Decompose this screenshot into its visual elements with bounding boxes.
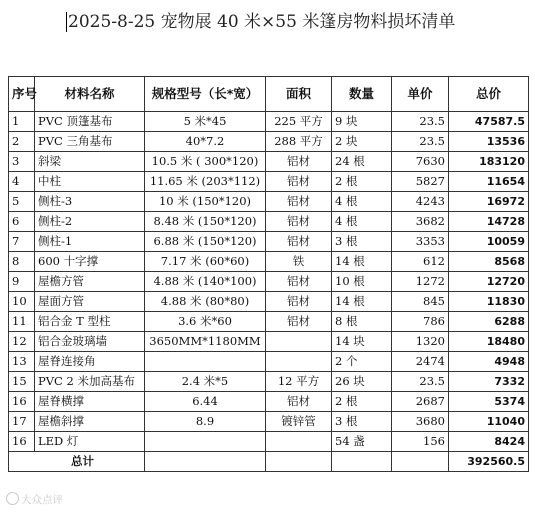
header-seq: 序号	[9, 77, 35, 112]
cell-area: 铝材	[266, 272, 332, 292]
cell-spec: 3650MM*1180MM	[145, 332, 266, 352]
cell-total-price: 10059	[449, 232, 529, 252]
cell-spec	[145, 352, 266, 372]
cell-quantity: 3 根	[332, 412, 392, 432]
cell-material-name: 600 十字撑	[35, 252, 145, 272]
cell-area: 225 平方	[266, 112, 332, 132]
cell-area: 铝材	[266, 292, 332, 312]
cell-total-price: 12720	[449, 272, 529, 292]
cell-unit-price: 612	[392, 252, 449, 272]
cell-area: 288 平方	[266, 132, 332, 152]
cell-unit-price: 156	[392, 432, 449, 452]
cell-unit-price: 2474	[392, 352, 449, 372]
cell-seq: 9	[9, 272, 35, 292]
cell-seq: 5	[9, 192, 35, 212]
table-row	[9, 392, 529, 412]
cell-unit-price: 7630	[392, 152, 449, 172]
cell-quantity: 26 块	[332, 372, 392, 392]
cell-seq: 1	[9, 112, 35, 132]
header-total-price: 总价	[449, 77, 529, 112]
cell-material-name: 中柱	[35, 172, 145, 192]
cell-spec: 6.88 米 (150*120)	[145, 232, 266, 252]
cell-material-name: 屋檐方管	[35, 272, 145, 292]
cell-seq: 16	[9, 392, 35, 412]
cell-unit-price: 4243	[392, 192, 449, 212]
cell-material-name: 屋脊连接角	[35, 352, 145, 372]
cell-total-price: 8568	[449, 252, 529, 272]
table-row	[9, 212, 529, 232]
cell-material-name: 屋脊横撑	[35, 392, 145, 412]
header-quantity: 数量	[332, 77, 392, 112]
sum-empty-cell	[266, 452, 332, 472]
cell-total-price: 13536	[449, 132, 529, 152]
cell-material-name: 屋檐斜撑	[35, 412, 145, 432]
table-row	[9, 252, 529, 272]
cell-seq: 15	[9, 372, 35, 392]
text-cursor	[66, 12, 67, 32]
watermark-text: 大众点评	[21, 494, 63, 506]
cell-quantity: 2 个	[332, 352, 392, 372]
cell-total-price: 7332	[449, 372, 529, 392]
cell-material-name: 侧柱-1	[35, 232, 145, 252]
cell-unit-price: 23.5	[392, 132, 449, 152]
cell-unit-price: 5827	[392, 172, 449, 192]
cell-seq: 16	[9, 432, 35, 452]
cell-seq: 8	[9, 252, 35, 272]
cell-total-price: 4948	[449, 352, 529, 372]
cell-area	[266, 432, 332, 452]
table-row	[9, 132, 529, 152]
cell-quantity: 14 根	[332, 292, 392, 312]
cell-quantity: 24 根	[332, 152, 392, 172]
cell-spec: 10 米 (150*120)	[145, 192, 266, 212]
cell-area: 铝材	[266, 192, 332, 212]
cell-spec: 8.9	[145, 412, 266, 432]
cell-total-price: 6288	[449, 312, 529, 332]
table-sum-row	[9, 452, 529, 472]
cell-quantity: 4 根	[332, 212, 392, 232]
cell-seq: 4	[9, 172, 35, 192]
cell-quantity: 14 根	[332, 252, 392, 272]
cell-quantity: 2 根	[332, 172, 392, 192]
cell-total-price: 11040	[449, 412, 529, 432]
cell-unit-price: 3682	[392, 212, 449, 232]
cell-quantity: 9 块	[332, 112, 392, 132]
cell-unit-price: 1272	[392, 272, 449, 292]
cell-quantity: 8 根	[332, 312, 392, 332]
document-title: 2025-8-25 宠物展 40 米×55 米篷房物料损坏清单	[68, 12, 456, 32]
header-area: 面积	[266, 77, 332, 112]
cell-seq: 3	[9, 152, 35, 172]
cell-area	[266, 332, 332, 352]
cell-material-name: 侧柱-3	[35, 192, 145, 212]
cell-area: 铝材	[266, 392, 332, 412]
cell-total-price: 183120	[449, 152, 529, 172]
cell-unit-price: 786	[392, 312, 449, 332]
sum-total: 392560.5	[449, 452, 529, 472]
table-row	[9, 372, 529, 392]
cell-spec: 4.88 米 (80*80)	[145, 292, 266, 312]
cell-unit-price: 23.5	[392, 372, 449, 392]
cell-material-name: 铝合金玻璃墙	[35, 332, 145, 352]
cell-seq: 17	[9, 412, 35, 432]
cell-quantity: 54 盏	[332, 432, 392, 452]
table-row	[9, 432, 529, 452]
header-material-name: 材料名称	[35, 77, 145, 112]
cell-total-price: 18480	[449, 332, 529, 352]
cell-spec: 8.48 米 (150*120)	[145, 212, 266, 232]
dianping-logo-icon	[6, 492, 19, 505]
cell-seq: 2	[9, 132, 35, 152]
cell-material-name: PVC 顶篷基布	[35, 112, 145, 132]
cell-quantity: 10 根	[332, 272, 392, 292]
table-row	[9, 352, 529, 372]
header-unit-price: 单价	[392, 77, 449, 112]
cell-unit-price: 3680	[392, 412, 449, 432]
cell-area: 铝材	[266, 152, 332, 172]
cell-seq: 6	[9, 212, 35, 232]
cell-unit-price: 23.5	[392, 112, 449, 132]
cell-total-price: 5374	[449, 392, 529, 412]
sum-empty-cell	[392, 452, 449, 472]
cell-area: 铝材	[266, 212, 332, 232]
cell-spec: 40*7.2	[145, 132, 266, 152]
cell-seq: 12	[9, 332, 35, 352]
cell-quantity: 2 块	[332, 132, 392, 152]
cell-seq: 13	[9, 352, 35, 372]
sum-empty-cell	[145, 452, 266, 472]
cell-material-name: 侧柱-2	[35, 212, 145, 232]
cell-quantity: 4 根	[332, 192, 392, 212]
table-row	[9, 152, 529, 172]
table-row	[9, 332, 529, 352]
cell-spec	[145, 432, 266, 452]
cell-area: 铝材	[266, 172, 332, 192]
cell-material-name: 屋面方管	[35, 292, 145, 312]
table-row	[9, 172, 529, 192]
table-row	[9, 112, 529, 132]
cell-total-price: 11830	[449, 292, 529, 312]
cell-seq: 11	[9, 312, 35, 332]
cell-total-price: 16972	[449, 192, 529, 212]
sum-empty-cell	[332, 452, 392, 472]
cell-area: 铁	[266, 252, 332, 272]
cell-unit-price: 1320	[392, 332, 449, 352]
header-spec: 规格型号（长*宽）	[145, 77, 266, 112]
cell-spec: 4.88 米 (140*100)	[145, 272, 266, 292]
cell-material-name: 斜梁	[35, 152, 145, 172]
cell-unit-price: 845	[392, 292, 449, 312]
cell-total-price: 47587.5	[449, 112, 529, 132]
table-row	[9, 312, 529, 332]
watermark	[6, 492, 63, 508]
table-row	[9, 272, 529, 292]
cell-material-name: 铝合金 T 型柱	[35, 312, 145, 332]
cell-unit-price: 2687	[392, 392, 449, 412]
cell-unit-price: 3353	[392, 232, 449, 252]
cell-spec: 7.17 米 (60*60)	[145, 252, 266, 272]
cell-total-price: 11654	[449, 172, 529, 192]
sum-label: 总计	[9, 452, 145, 472]
cell-spec: 10.5 米 ( 300*120)	[145, 152, 266, 172]
damage-list-table	[8, 76, 529, 472]
cell-material-name: LED 灯	[35, 432, 145, 452]
cell-spec: 3.6 米*60	[145, 312, 266, 332]
cell-material-name: PVC 2 米加高基布	[35, 372, 145, 392]
table-row	[9, 192, 529, 212]
cell-area	[266, 352, 332, 372]
cell-material-name: PVC 三角基布	[35, 132, 145, 152]
table-header-row	[9, 77, 529, 112]
cell-area: 12 平方	[266, 372, 332, 392]
table-body	[9, 112, 529, 472]
cell-total-price: 14728	[449, 212, 529, 232]
cell-seq: 10	[9, 292, 35, 312]
cell-spec: 6.44	[145, 392, 266, 412]
cell-area: 镀锌管	[266, 412, 332, 432]
cell-total-price: 8424	[449, 432, 529, 452]
cell-quantity: 14 块	[332, 332, 392, 352]
cell-area: 铝材	[266, 232, 332, 252]
cell-quantity: 2 根	[332, 392, 392, 412]
table-row	[9, 232, 529, 252]
cell-area: 铝材	[266, 312, 332, 332]
cell-seq: 7	[9, 232, 35, 252]
cell-spec: 5 米*45	[145, 112, 266, 132]
cell-quantity: 3 根	[332, 232, 392, 252]
table-row	[9, 412, 529, 432]
cell-spec: 11.65 米 (203*112)	[145, 172, 266, 192]
table-row	[9, 292, 529, 312]
cell-spec: 2.4 米*5	[145, 372, 266, 392]
